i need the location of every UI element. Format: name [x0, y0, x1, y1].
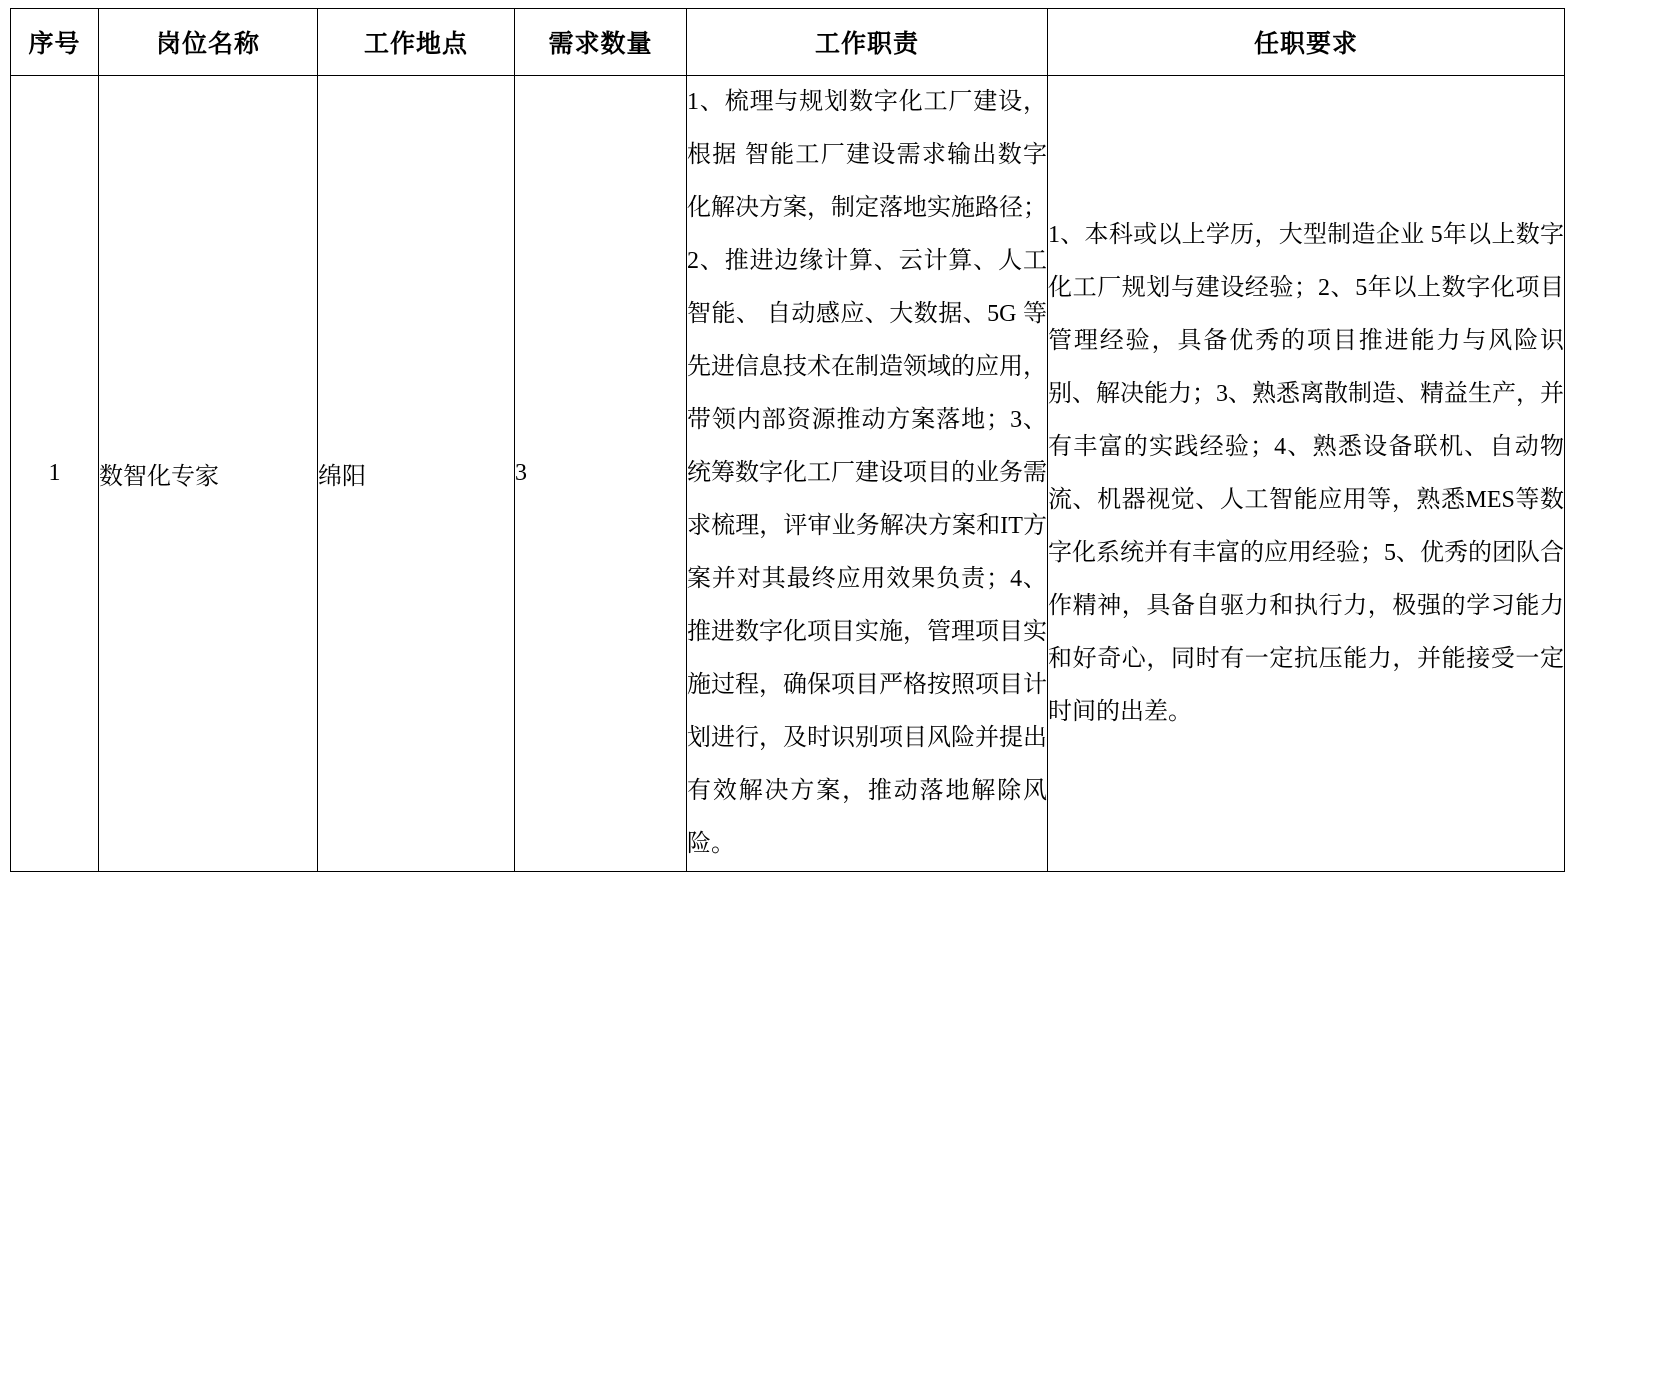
cell-position: 数智化专家	[99, 76, 318, 872]
cell-duties	[687, 76, 1048, 872]
column-header-no: 序号	[11, 9, 99, 76]
cell-no: 1	[11, 76, 99, 872]
requirements-text: 1、本科或以上学历，大型制造企业 5年以上数字化工厂规划与建设经验；2、5年以上数字化项目管理经验，具备优秀的项目推进能力与风险识别、解决能力；3、熟悉离散制造、精益生产，并有丰富的实践经验；4、熟悉设备联机、自动物流、机器视觉、人工智能应用等，熟悉MES等数字化系统并有丰富的应用经验；5、优秀的团队合作精神，具备自驱力和执行力，极强的学习能力和好奇心，同时有一定抗压能力，并能接受一定时间的出差。	[1048, 221, 1564, 725]
cell-location: 绵阳	[318, 76, 515, 872]
column-header-duties: 工作职责	[687, 9, 1048, 76]
cell-quantity: 3	[515, 76, 687, 872]
cell-requirements	[1048, 76, 1565, 872]
table-header	[11, 9, 1565, 76]
table-header-row	[11, 9, 1565, 76]
column-header-location: 工作地点	[318, 9, 515, 76]
column-header-position: 岗位名称	[99, 9, 318, 76]
column-header-requirements: 任职要求	[1048, 9, 1565, 76]
table-body	[11, 76, 1565, 872]
duties-text: 1、梳理与规划数字化工厂建设，根据 智能工厂建设需求输出数字化解决方案，制定落地实施路径；2、推进边缘计算、云计算、人工智能、 自动感应、大数据、5G 等先进信息技术在制造领域的应用，带领内部资源推动方案落地；3、统筹数字化工厂建设项目的业务需求梳理，评审业务解决方案和IT方案并对其最终应用效果负责；4、推进数字化项目实施，管理项目实施过程，确保项目严格按照项目计划进行，及时识别项目风险并提出有效解决方案，推动落地解除风险。	[687, 89, 1047, 857]
job-requirements-table	[10, 8, 1565, 872]
table-row	[11, 76, 1565, 872]
column-header-quantity: 需求数量	[515, 9, 687, 76]
